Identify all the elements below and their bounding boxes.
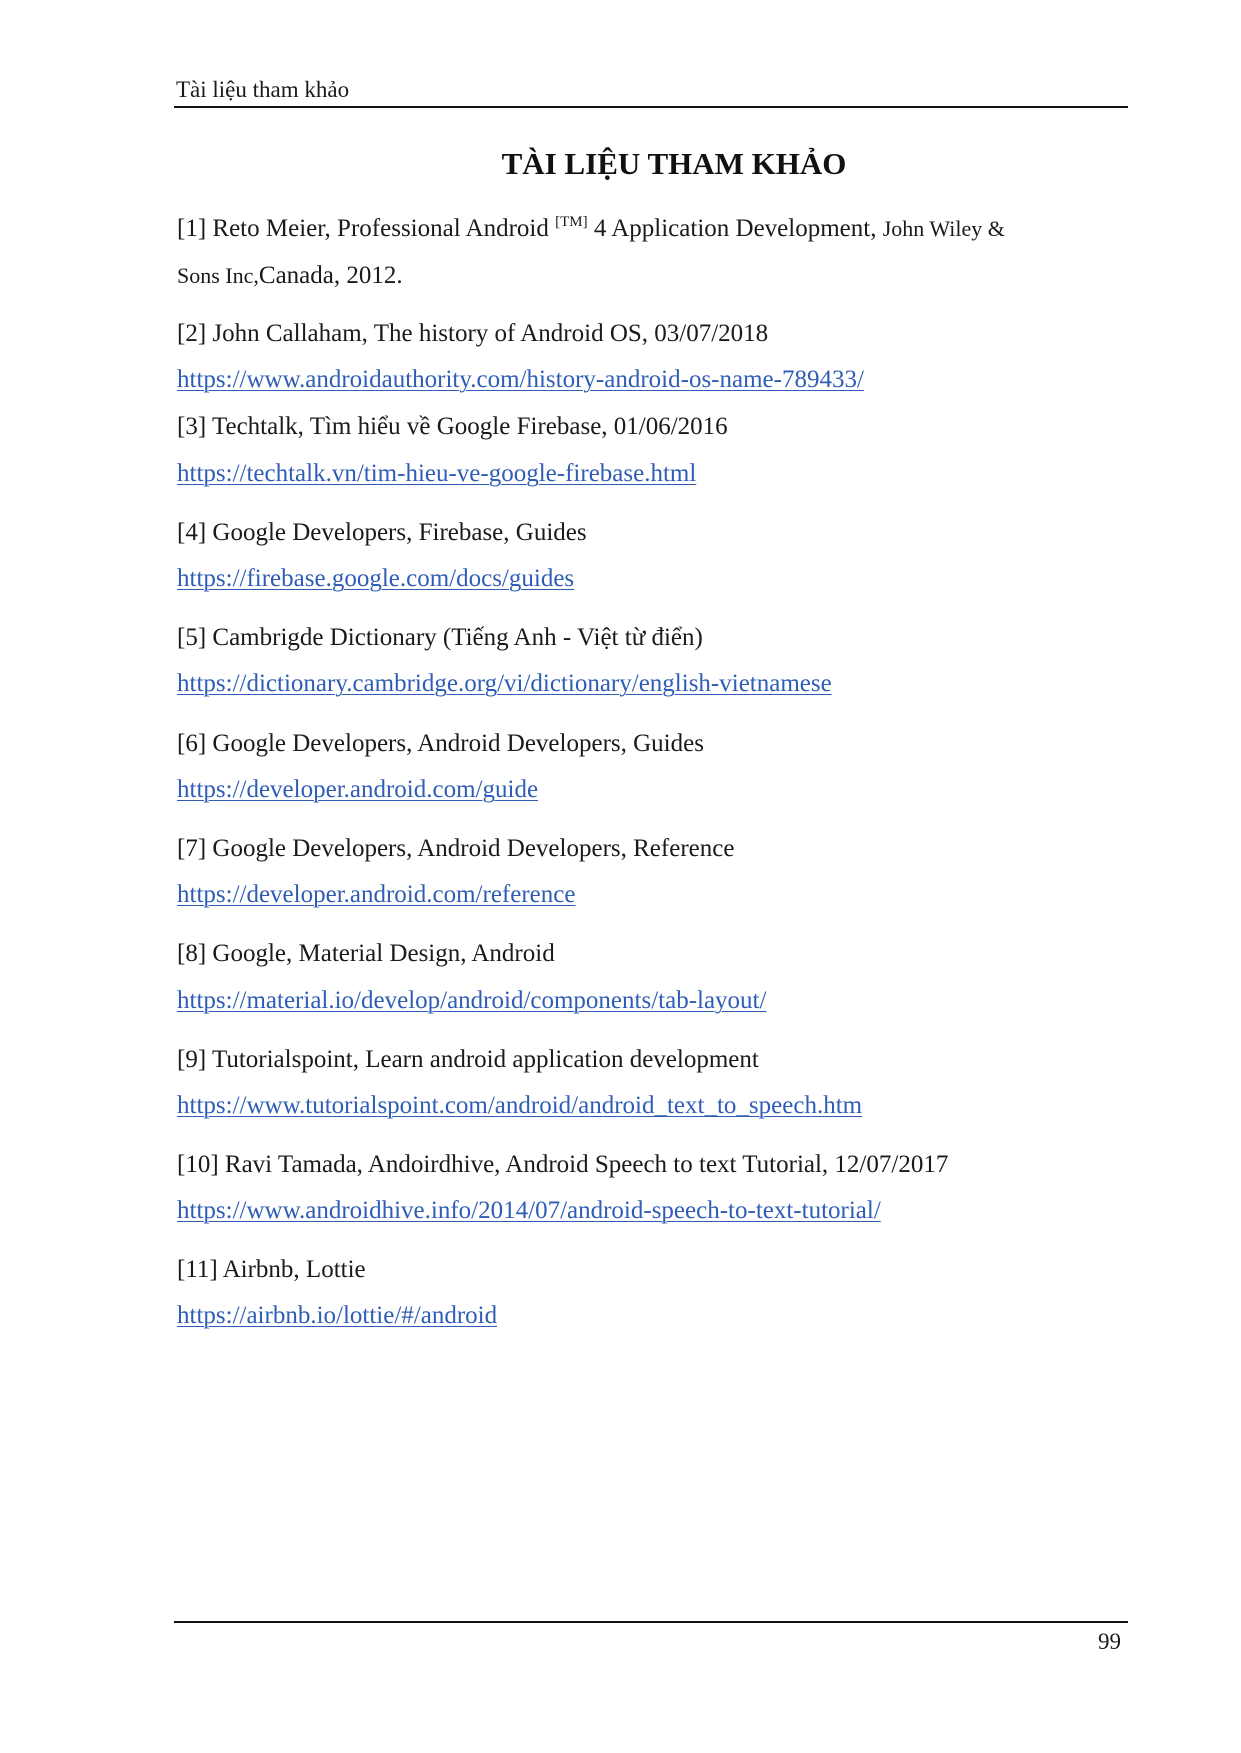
- reference-6-link[interactable]: https://developer.android.com/guide: [177, 776, 539, 803]
- reference-1-trademark: [TM]: [555, 214, 588, 230]
- running-header: Tài liệu tham khảo: [176, 77, 350, 102]
- reference-1-line-2: [177, 261, 403, 291]
- reference-10-link[interactable]: https://www.androidhive.info/2014/07/android-speech-to-text-tutorial/: [177, 1197, 881, 1224]
- reference-11-text: [11] Airbnb, Lottie: [177, 1256, 366, 1283]
- reference-5-text: [5] Cambrigde Dictionary (Tiếng Anh - Việt từ điển): [177, 624, 703, 651]
- page-title: TÀI LIỆU THAM KHẢO: [501, 146, 847, 181]
- reference-1-prefix: [1] Reto Meier, Professional Android: [177, 215, 556, 242]
- footer-divider: [174, 1621, 1128, 1623]
- header-divider: [174, 106, 1128, 108]
- reference-8-link[interactable]: https://material.io/develop/android/components/tab-layout/: [177, 987, 767, 1014]
- reference-4-text: [4] Google Developers, Firebase, Guides: [177, 519, 587, 546]
- reference-1-line-1: [177, 214, 1005, 247]
- reference-7-link[interactable]: https://developer.android.com/reference: [177, 881, 576, 908]
- reference-9-link[interactable]: https://www.tutorialspoint.com/android/android_text_to_speech.htm: [177, 1092, 863, 1119]
- reference-8-text: [8] Google, Material Design, Android: [177, 940, 555, 967]
- reference-3-link[interactable]: https://techtalk.vn/tim-hieu-ve-google-firebase.html: [177, 460, 697, 487]
- reference-3-text: [3] Techtalk, Tìm hiểu về Google Firebase, 01/06/2016: [177, 413, 728, 440]
- reference-1-publisher-cont: Sons Inc,: [177, 263, 259, 288]
- reference-7-text: [7] Google Developers, Android Developers, Reference: [177, 835, 735, 862]
- reference-1-location: Canada, 2012.: [258, 262, 403, 289]
- reference-10-text: [10] Ravi Tamada, Andoirdhive, Android Speech to text Tutorial, 12/07/2017: [177, 1151, 949, 1178]
- reference-1-title: 4 Application Development,: [587, 215, 883, 242]
- page-number: 99: [1098, 1629, 1121, 1654]
- reference-9-text: [9] Tutorialspoint, Learn android application development: [177, 1046, 759, 1073]
- reference-2-text: [2] John Callaham, The history of Android OS, 03/07/2018: [177, 320, 769, 347]
- reference-5-link[interactable]: https://dictionary.cambridge.org/vi/dictionary/english-vietnamese: [177, 670, 832, 697]
- reference-11-link[interactable]: https://airbnb.io/lottie/#/android: [177, 1302, 498, 1329]
- reference-6-text: [6] Google Developers, Android Developers, Guides: [177, 730, 704, 757]
- reference-4-link[interactable]: https://firebase.google.com/docs/guides: [177, 565, 575, 592]
- reference-1-publisher: John Wiley &: [882, 216, 1005, 241]
- reference-2-link[interactable]: https://www.androidauthority.com/history-android-os-name-789433/: [177, 366, 864, 393]
